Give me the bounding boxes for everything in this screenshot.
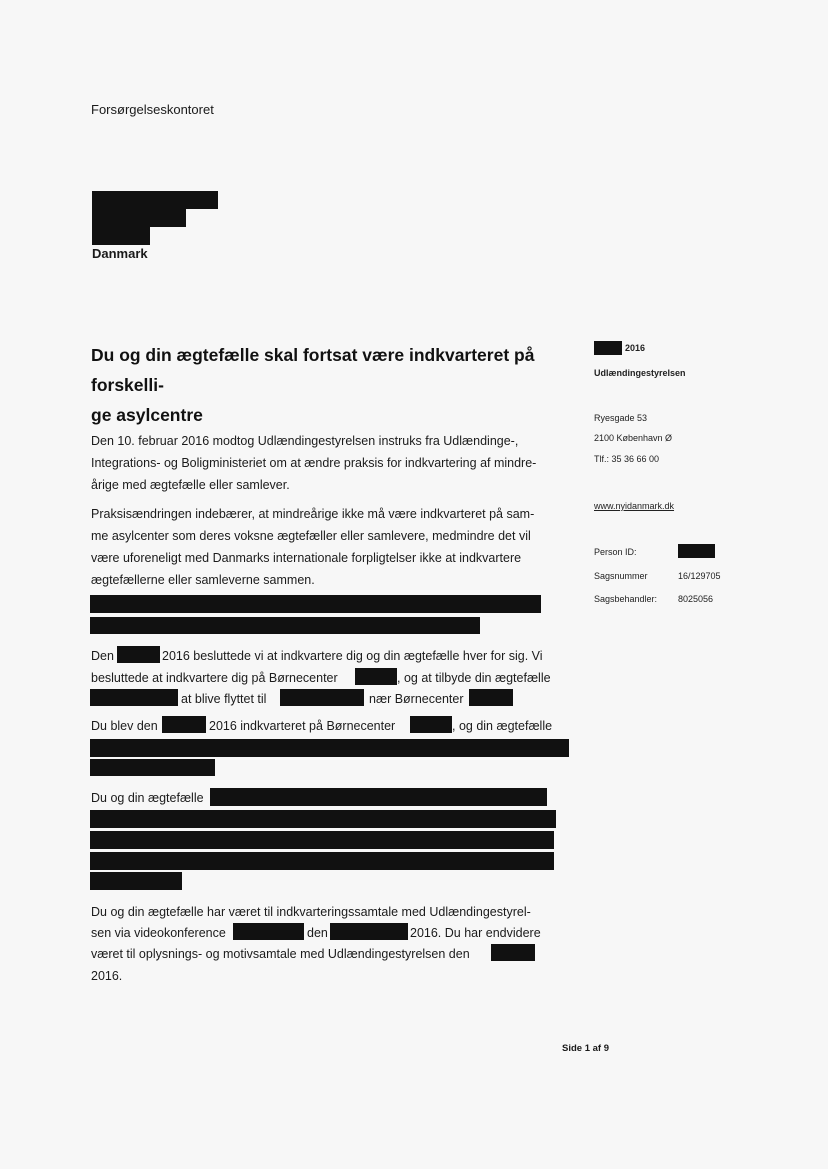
p6-line-4: 2016. xyxy=(91,969,123,983)
page-number: Side 1 af 9 xyxy=(562,1043,609,1054)
person-id-label: Person ID: xyxy=(594,547,637,557)
redaction-address-1 xyxy=(92,191,218,209)
redaction-block-1a xyxy=(90,595,541,613)
redaction-person-id xyxy=(678,544,715,558)
redaction-p6-date xyxy=(330,923,408,940)
p3-line-3b: nær Børnecenter xyxy=(369,692,464,706)
redaction-p3-center-2 xyxy=(469,689,513,706)
redaction-p3-center xyxy=(355,668,397,685)
recipient-country: Danmark xyxy=(92,246,148,261)
p2-line-4: ægtefællerne eller samleverne sammen. xyxy=(91,573,315,587)
redaction-p3-spouse xyxy=(90,689,178,706)
redaction-p4-line-2 xyxy=(90,739,569,757)
redaction-address-3 xyxy=(92,227,150,245)
title-line-2: ge asylcentre xyxy=(91,405,203,425)
p2-line-1: Praksisændringen indebærer, at mindreårige ikke må være indkvarteret på sam- xyxy=(91,507,535,521)
p2-line-3: være uforeneligt med Danmarks internationale forpligtelser ikke at indkvartere xyxy=(91,551,522,565)
agency-website-link[interactable]: www.nyidanmark.dk xyxy=(594,501,675,511)
date-year: 2016 xyxy=(625,343,646,353)
p1-line-2: Integrations- og Boligministeriet om at ændre praksis for indkvartering af mindre- xyxy=(91,456,537,470)
agency-street: Ryesgade 53 xyxy=(594,413,648,423)
redaction-p5-line-1 xyxy=(210,788,547,806)
p3-line-3a: at blive flyttet til xyxy=(181,692,267,706)
p3-line-2b: , og at tilbyde din ægtefælle xyxy=(397,671,551,685)
letter-title xyxy=(91,340,581,430)
p5-line-1a: Du og din ægtefælle xyxy=(91,791,204,805)
redaction-p5-line-3 xyxy=(90,831,554,849)
case-officer-value: 8025056 xyxy=(678,594,714,604)
p4-line-1a: Du blev den xyxy=(91,719,158,733)
case-number-value: 16/129705 xyxy=(678,571,721,581)
agency-city: 2100 København Ø xyxy=(594,433,673,443)
redaction-p4-line-3 xyxy=(90,759,215,776)
redaction-p6-place xyxy=(233,923,304,940)
p6-line-2c: 2016. Du har endvidere xyxy=(410,926,541,940)
agency-phone: Tlf.: 35 36 66 00 xyxy=(594,454,660,464)
p2-line-2: me asylcenter som deres voksne ægtefæller eller samlevere, medmindre det vil xyxy=(91,529,531,543)
p3-line-1a: Den xyxy=(91,649,114,663)
redaction-address-2 xyxy=(92,209,186,227)
redaction-p5-line-4 xyxy=(90,852,554,870)
p6-line-2a: sen via videokonference xyxy=(91,926,226,940)
redaction-p3-place xyxy=(280,689,364,706)
case-officer-label: Sagsbehandler: xyxy=(594,594,658,604)
p3-line-2a: besluttede at indkvartere dig på Børnecenter xyxy=(91,671,338,685)
p6-line-2b: den xyxy=(307,926,328,940)
p6-line-3a: været til oplysnings- og motivsamtale med Udlændingestyrelsen den xyxy=(91,947,470,961)
p4-line-1c: , og din ægtefælle xyxy=(452,719,553,733)
redaction-p3-date xyxy=(117,646,160,663)
p1-line-1: Den 10. februar 2016 modtog Udlændingestyrelsen instruks fra Udlændinge-, xyxy=(91,434,519,448)
sender-office: Forsørgelseskontoret xyxy=(91,102,214,117)
redaction-p5-line-2 xyxy=(90,810,556,828)
p3-line-1b: 2016 besluttede vi at indkvartere dig og din ægtefælle hver for sig. Vi xyxy=(162,649,543,663)
title-line-1: Du og din ægtefælle skal fortsat være indkvarteret på forskelli- xyxy=(91,345,535,395)
redaction-p4-center xyxy=(410,716,452,733)
agency-name: Udlændingestyrelsen xyxy=(594,368,686,378)
redaction-p4-date xyxy=(162,716,206,733)
p6-line-1: Du og din ægtefælle har været til indkvarteringssamtale med Udlændingestyrel- xyxy=(91,905,531,919)
p1-line-3: årige med ægtefælle eller samlever. xyxy=(91,478,290,492)
redaction-p5-line-5 xyxy=(90,872,182,890)
redaction-p6-date-2 xyxy=(491,944,535,961)
p4-line-1b: 2016 indkvarteret på Børnecenter xyxy=(209,719,396,733)
redaction-date xyxy=(594,341,622,355)
redaction-block-1b xyxy=(90,617,480,634)
case-number-label: Sagsnummer xyxy=(594,571,648,581)
